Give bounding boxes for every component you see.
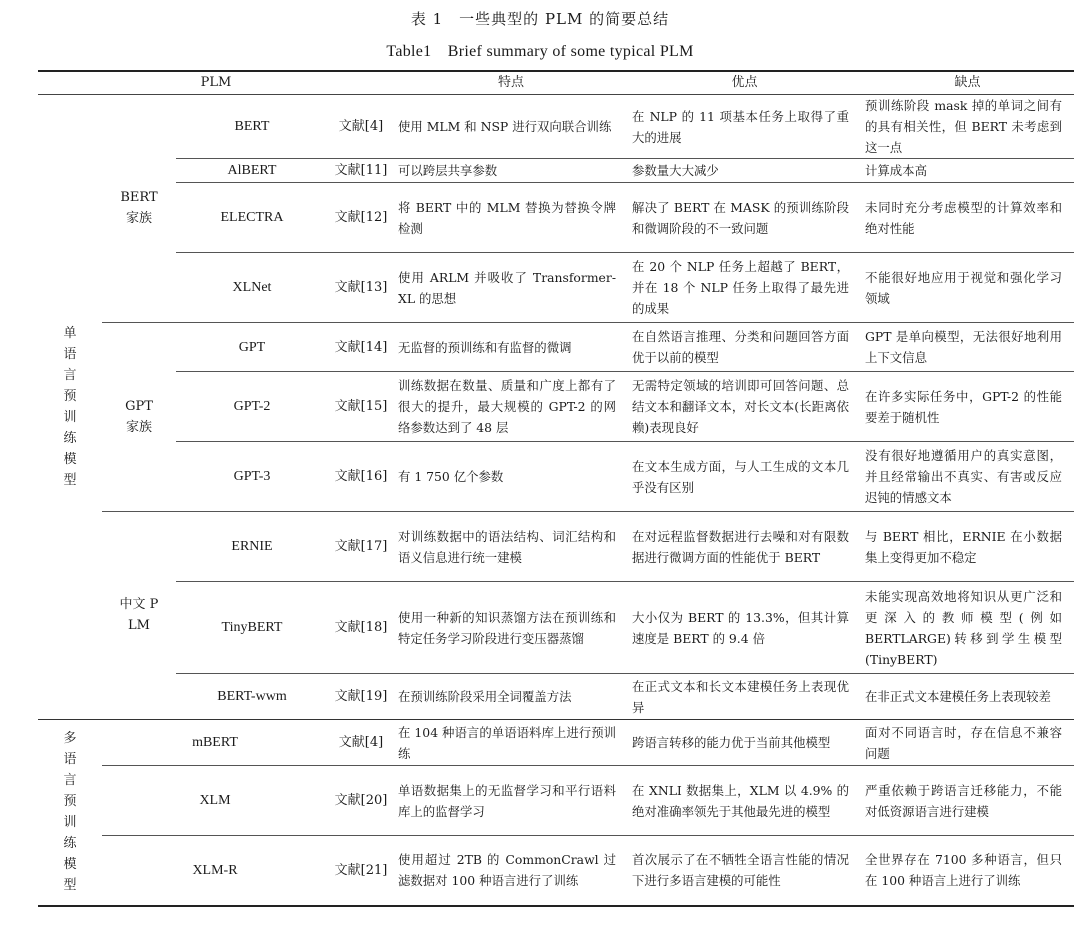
source-ref: 文献[13] [328,253,394,323]
disadvantages-cell: 在非正式文本建模任务上表现较差 [861,674,1074,720]
table-row [38,766,1074,836]
features-cell: 使用 ARLM 并吸收了 Transformer-XL 的思想 [394,253,628,323]
advantages-cell: 在对远程监督数据进行去噪和对有限数据进行微调方面的性能优于 BERT [628,512,861,582]
family-bert: BERT 家族 [120,190,158,226]
features-cell: 训练数据在数量、质量和广度上都有了很大的提升，最大规模的 GPT-2 的网络参数达到了 48 层 [394,372,628,442]
model-name: XLNet [176,253,328,323]
features-cell: 单语数据集上的无监督学习和平行语料库上的监督学习 [394,766,628,836]
source-ref: 文献[14] [328,323,394,372]
model-name: BERT-wwm [176,674,328,720]
family-chinese: 中文 PLM [119,597,159,633]
source-ref: 文献[4] [328,720,394,766]
header-disadvantages: 缺点 [861,71,1074,95]
advantages-cell: 在 NLP 的 11 项基本任务上取得了重大的进展 [628,95,861,159]
family-gpt: GPT 家族 [125,398,153,435]
advantages-cell: 首次展示了在不牺牲全语言性能的情况下进行多语言建模的可能性 [632,852,850,889]
disadvantages-cell: 全世界存在 7100 多种语言，但只在 100 种语言上进行了训练 [865,852,1063,889]
features-cell: 使用 MLM 和 NSP 进行双向联合训练 [394,95,628,159]
table-row [38,159,1074,183]
table-caption-zh: 表 1 一些典型的 PLM 的简要总结 [410,10,670,28]
plm-summary-table [38,70,1074,907]
model-name: GPT-3 [176,442,328,512]
advantages-cell: 在正式文本和长文本建模任务上表现优异 [628,674,861,720]
disadvantages-cell: 不能很好地应用于视觉和强化学习领域 [861,253,1074,323]
source-ref: 文献[20] [328,766,394,836]
model-name: GPT [176,323,328,372]
advantages-cell: 在 XNLI 数据集上，XLM 以 4.9% 的绝对准确率领先于其他最先进的模型 [628,766,861,836]
disadvantages-cell: 预训练阶段 mask 掉的单词之间有的具有相关性，但 BERT 未考虑到这一点 [861,95,1074,159]
source-ref: 文献[16] [328,442,394,512]
source-ref: 文献[11] [328,159,394,183]
source-ref: 文献[19] [328,674,394,720]
header-advantages: 优点 [628,71,861,95]
table-row [38,372,1074,442]
model-name: XLM-R [192,862,238,878]
advantages-cell: 跨语言转移的能力优于当前其他模型 [628,720,861,766]
features-cell: 无监督的预训练和有监督的微调 [394,323,628,372]
features-cell: 将 BERT 中的 MLM 替换为替换令牌检测 [394,183,628,253]
model-name: AlBERT [176,159,328,183]
table-row [38,512,1074,582]
table-row [38,674,1074,720]
table-row [38,183,1074,253]
disadvantages-cell: 未能实现高效地将知识从更广泛和更深入的教师模型(例如 BERTLARGE)转移到学生模型(TinyBERT) [861,582,1074,674]
category-monolingual: 单语言预训练模型 [63,325,77,488]
features-cell: 使用超过 2TB 的 CommonCrawl 过滤数据对 100 种语言进行了训练 [398,852,617,889]
disadvantages-cell: 面对不同语言时，存在信息不兼容问题 [861,720,1074,766]
features-cell: 在预训练阶段采用全词覆盖方法 [394,674,628,720]
header-features: 特点 [394,71,628,95]
features-cell: 有 1 750 亿个参数 [394,442,628,512]
table-row [38,95,1074,159]
disadvantages-cell: 没有很好地遵循用户的真实意图，并且经常输出不真实、有害或反应迟钝的情感文本 [861,442,1074,512]
table-row [38,323,1074,372]
model-name: TinyBERT [176,582,328,674]
source-ref: 文献[12] [328,183,394,253]
table-row [38,442,1074,512]
advantages-cell: 解决了 BERT 在 MASK 的预训练阶段和微调阶段的不一致问题 [628,183,861,253]
disadvantages-cell: GPT 是单向模型，无法很好地利用上下文信息 [861,323,1074,372]
disadvantages-cell: 在许多实际任务中，GPT-2 的性能要差于随机性 [861,372,1074,442]
model-name: mBERT [102,720,328,766]
advantages-cell: 无需特定领域的培训即可回答问题、总结文本和翻译文本，对长文本(长距离依赖)表现良好 [628,372,861,442]
model-name: ELECTRA [176,183,328,253]
advantages-cell: 在 20 个 NLP 任务上超越了 BERT，并在 18 个 NLP 任务上取得了最先进的成果 [628,253,861,323]
features-cell: 在 104 种语言的单语语料库上进行预训练 [394,720,628,766]
advantages-cell: 大小仅为 BERT 的 13.3%，但其计算速度是 BERT 的 9.4 倍 [628,582,861,674]
table-row [38,836,1074,906]
source-ref: 文献[21] [334,862,388,878]
table-row [38,582,1074,674]
advantages-cell: 参数量大大减少 [628,159,861,183]
disadvantages-cell: 未同时充分考虑模型的计算效率和绝对性能 [861,183,1074,253]
source-ref: 文献[4] [328,95,394,159]
advantages-cell: 在自然语言推理、分类和问题回答方面优于以前的模型 [628,323,861,372]
category-multilingual: 多语言预训练模型 [63,730,77,893]
model-name: GPT-2 [176,372,328,442]
table-header-row [38,71,1074,95]
source-ref: 文献[15] [328,372,394,442]
model-name: XLM [102,766,328,836]
disadvantages-cell: 计算成本高 [861,159,1074,183]
disadvantages-cell: 严重依赖于跨语言迁移能力，不能对低资源语言进行建模 [861,766,1074,836]
features-cell: 使用一种新的知识蒸馏方法在预训练和特定任务学习阶段进行变压器蒸馏 [394,582,628,674]
model-name: ERNIE [176,512,328,582]
table-row [38,720,1074,766]
model-name: BERT [176,95,328,159]
features-cell: 可以跨层共享参数 [394,159,628,183]
features-cell: 对训练数据中的语法结构、词汇结构和语义信息进行统一建模 [394,512,628,582]
source-ref: 文献[17] [328,512,394,582]
disadvantages-cell: 与 BERT 相比，ERNIE 在小数据集上变得更加不稳定 [861,512,1074,582]
source-ref: 文献[18] [328,582,394,674]
header-plm: PLM [38,71,394,95]
advantages-cell: 在文本生成方面，与人工生成的文本几乎没有区别 [628,442,861,512]
table-caption-en: Table1 Brief summary of some typical PLM [386,43,694,60]
table-row [38,253,1074,323]
